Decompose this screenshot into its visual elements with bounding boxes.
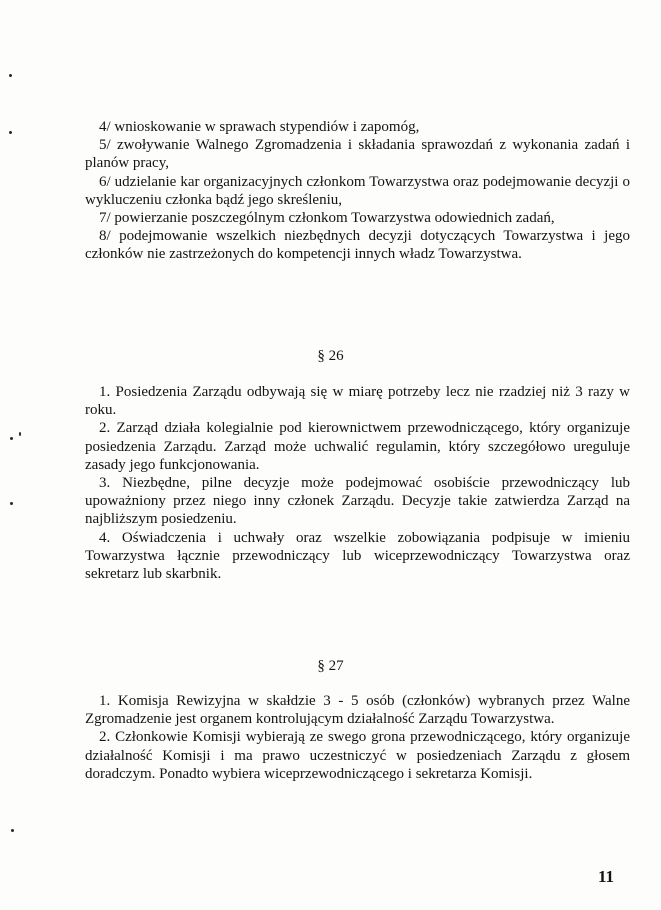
section-27-body bbox=[85, 692, 630, 783]
section-26-body bbox=[85, 383, 630, 583]
scan-speck bbox=[19, 432, 21, 436]
list-item: 8/ podejmowanie wszelkich niezbędnych decyzji dotyczących Towarzystwa i jego członków nie zastrzeżonych do kompetencji innych władz Towarzystwa. bbox=[85, 228, 630, 263]
paragraph: 2. Zarząd działa kolegialnie pod kierownictwem przewodniczącego, który organizuje posiedzenia Zarządu. Zarząd może uchwalić regulamin, który szczegółowo ureguluje zasady jego funkcjonowania. bbox=[85, 420, 630, 473]
scan-speck bbox=[11, 829, 14, 832]
duties-list bbox=[85, 118, 630, 264]
scan-speck bbox=[10, 502, 13, 505]
paragraph: 3. Niezbędne, pilne decyzje może podejmować osobiście przewodniczący lub upoważniony przez niego inny członek Zarządu. Decyzje takie zatwierdza Zarząd na najbliższym posiedzeniu. bbox=[85, 475, 630, 528]
list-item: 4/ wnioskowanie w sprawach stypendiów i zapomóg, bbox=[99, 119, 420, 135]
list-item: 5/ zwoływanie Walnego Zgromadzenia i składania sprawozdań z wykonania zadań i planów pracy, bbox=[85, 137, 630, 172]
scan-speck bbox=[9, 131, 12, 134]
list-item: 6/ udzielanie kar organizacyjnych członkom Towarzystwa oraz podejmowanie decyzji o wykluczeniu członka bądź jego skreśleniu, bbox=[85, 173, 630, 208]
paragraph: 4. Oświadczenia i uchwały oraz wszelkie zobowiązania podpisuje w imieniu Towarzystwa łącznie przewodniczący lub wiceprzewodniczący Towarzystwa oraz sekretarz lub skarbnik. bbox=[85, 529, 630, 583]
paragraph: 2. Członkowie Komisji wybierają ze swego grona przewodniczącego, który organizuje działalność Komisji i ma prawo uczestniczyć w posiedzeniach Zarządu z głosem doradczym. Ponadto wybiera wiceprzewodniczącego i sekretarza Komisji. bbox=[85, 729, 630, 782]
section-heading-26: § 26 bbox=[317, 348, 344, 364]
scan-speck bbox=[9, 74, 12, 77]
list-item: 7/ powierzanie poszczególnym członkom Towarzystwa odowiednich zadań, bbox=[99, 210, 555, 227]
section-heading-27: § 27 bbox=[317, 658, 344, 674]
paragraph: 1. Komisja Rewizyjna w skałdzie 3 - 5 osób (członków) wybranych przez Walne Zgromadzenie jest organem kontrolującym działalność Zarządu Towarzystwa. bbox=[85, 693, 630, 728]
paragraph: 1. Posiedzenia Zarządu odbywają się w miarę potrzeby lecz nie rzadziej niż 3 razy w roku. bbox=[85, 384, 630, 419]
page-number: 11 bbox=[598, 867, 615, 886]
scan-speck bbox=[10, 437, 13, 440]
